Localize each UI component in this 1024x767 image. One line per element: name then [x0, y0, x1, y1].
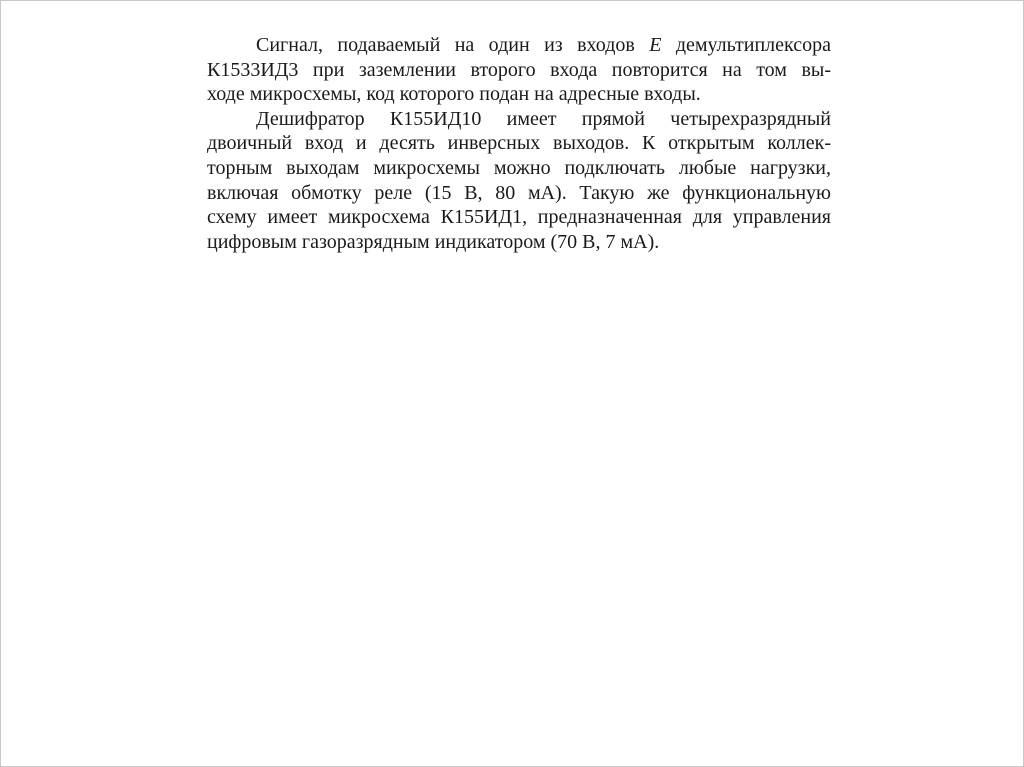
input-e-label: E [649, 34, 662, 56]
text-segment: демультиплексора [661, 34, 831, 56]
paragraph-2-line-6: цифровым газоразрядным индикатором (70 В, 7 мА). [207, 230, 660, 253]
paragraph-2-line-1: Дешифратор К155ИД10 имеет прямой четырехразрядный [256, 107, 831, 130]
paragraph-1-line-2: К1533ИД3 при заземлении второго входа повторится на том вы- [207, 58, 831, 81]
paragraph-2-line-2: двоичный вход и десять инверсных выходов. К открытым коллек- [207, 132, 831, 155]
paragraph-1-line-1 [207, 33, 831, 58]
paragraph-2-line-5: схему имеет микросхема К155ИД1, предназначенная для управления [207, 206, 831, 229]
document-text [207, 33, 831, 254]
paragraph-2-line-3: торным выходам микросхемы можно подключать любые нагрузки, [207, 156, 831, 179]
text-segment: Сигнал, подаваемый на один из входов [256, 34, 650, 56]
paragraph-1-line-3: ходе микросхемы, код которого подан на адресные входы. [207, 83, 701, 106]
paragraph-2-line-4: включая обмотку реле (15 В, 80 мА). Такую же функциональную [207, 181, 831, 204]
